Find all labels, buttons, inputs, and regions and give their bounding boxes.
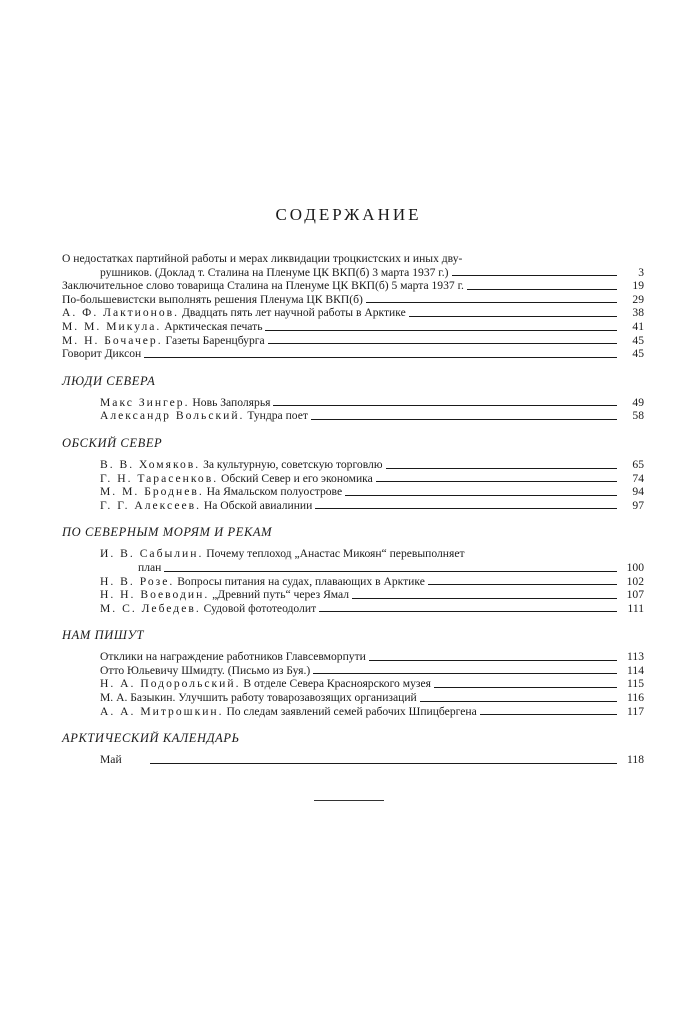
page-number: 114 <box>627 663 644 677</box>
dot-leader <box>311 419 617 420</box>
dot-leader <box>164 571 617 572</box>
end-divider <box>314 800 384 801</box>
page-number: 29 <box>632 292 644 306</box>
entry-title: Говорит Диксон <box>62 347 142 361</box>
page-number: 100 <box>626 560 644 574</box>
section-heading: ПО СЕВЕРНЫМ МОРЯМ И РЕКАМ <box>62 525 273 540</box>
toc-entry <box>62 320 644 334</box>
entry-author: М. А. Базыкин. <box>100 691 176 705</box>
section-heading: НАМ ПИШУТ <box>62 628 145 643</box>
dot-leader <box>144 357 617 358</box>
entry-author: А. Ф. Лактионов. <box>62 306 180 320</box>
dot-leader <box>345 495 617 496</box>
entry-author: Макс Зингер. <box>100 395 190 409</box>
page-number: 19 <box>632 279 644 293</box>
toc-entry <box>62 705 644 719</box>
dot-leader <box>428 584 617 585</box>
page-number: 38 <box>632 306 644 320</box>
entry-author: М. Н. Бочачер. <box>62 333 163 347</box>
dot-leader <box>315 508 617 509</box>
entry-author: М. М. Броднев. <box>100 485 204 499</box>
toc-entry <box>62 458 644 472</box>
toc-entry <box>62 472 644 486</box>
page-number: 94 <box>632 485 644 499</box>
entry-author: В. В. Хомяков. <box>100 457 201 471</box>
entry-title: В отделе Севера Красноярского музея <box>243 677 431 691</box>
page-number: 65 <box>632 457 644 471</box>
entry-title: По следам заявлений семей рабочих Шпицбергена <box>226 704 477 718</box>
page-number: 49 <box>632 395 644 409</box>
entry-author: М. М. Микула. <box>62 319 162 333</box>
dot-leader <box>366 302 617 303</box>
toc-entry <box>62 279 644 293</box>
section-heading: ОБСКИЙ СЕВЕР <box>62 435 163 450</box>
entry-title-line2: рушников. (Доклад т. Сталина на Пленуме ЦК ВКП(б) 3 марта 1937 г.) <box>100 265 449 279</box>
entry-author: Н. А. Подорольский. <box>100 677 241 691</box>
dot-leader <box>409 316 617 317</box>
page-number: 118 <box>627 753 644 767</box>
entry-author: Н. В. Розе. <box>100 574 175 588</box>
entry-title: Май <box>100 753 122 767</box>
page-number: 117 <box>627 704 644 718</box>
dot-leader <box>434 687 617 688</box>
entry-title: Судовой фототеодолит <box>203 601 317 615</box>
entry-title: На Ямальском полуострове <box>206 485 343 499</box>
page-number: 116 <box>627 691 644 705</box>
toc-entry <box>62 485 644 499</box>
dot-leader <box>386 468 618 469</box>
entry-author: Г. Н. Тарасенков. <box>100 471 219 485</box>
entry-title: Новь Заполярья <box>192 395 271 409</box>
page-number: 115 <box>627 677 644 691</box>
toc-entry <box>62 306 644 320</box>
section-heading: ЛЮДИ СЕВЕРА <box>62 373 156 388</box>
page-number: 58 <box>632 409 644 423</box>
entry-title: Двадцать пять лет научной работы в Арктике <box>181 306 406 320</box>
entry-title-line2: план <box>138 560 162 574</box>
table-of-contents <box>62 252 644 767</box>
dot-leader <box>265 330 617 331</box>
entry-title: Отклики на награждение работников Главсевморпути <box>100 650 366 664</box>
toc-entry <box>62 650 644 664</box>
page-title: СОДЕРЖАНИЕ <box>275 205 422 224</box>
page-number: 74 <box>632 471 644 485</box>
toc-entry <box>62 602 644 616</box>
page-number: 3 <box>638 265 644 279</box>
toc-entry <box>62 409 644 423</box>
entry-title: Отто Юльевичу Шмидту. (Письмо из Буя.) <box>100 663 311 677</box>
toc-entry <box>62 547 644 574</box>
toc-entry <box>62 252 644 279</box>
page-number: 107 <box>626 588 644 602</box>
entry-title: За культурную, советскую торговлю <box>203 457 383 471</box>
entry-title: Заключительное слово товарища Сталина на Пленуме ЦК ВКП(б) 5 марта 1937 г. <box>62 279 464 293</box>
entry-author: А. А. Митрошкин. <box>100 704 224 718</box>
entry-title: Вопросы питания на судах, плавающих в Арктике <box>177 574 425 588</box>
toc-entry <box>62 588 644 602</box>
toc-entry <box>62 575 644 589</box>
entry-title: Улучшить работу товарозавозящих организаций <box>178 691 417 705</box>
toc-entry <box>62 334 644 348</box>
toc-entry <box>62 677 644 691</box>
toc-entry <box>62 499 644 513</box>
page-number: 111 <box>627 601 644 615</box>
toc-entry <box>62 691 644 705</box>
entry-title: По-большевистски выполнять решения Пленума ЦК ВКП(б) <box>62 292 363 306</box>
entry-title: Тундра поет <box>247 409 308 423</box>
page-number: 41 <box>632 319 644 333</box>
entry-title: На Обской авиалинии <box>203 498 313 512</box>
toc-entry <box>62 396 644 410</box>
toc-entry <box>62 347 644 361</box>
entry-title: Обский Север и его экономика <box>221 471 373 485</box>
dot-leader <box>150 763 617 764</box>
entry-author: Александр Вольский. <box>100 409 245 423</box>
entry-author: Н. Н. Воеводин. <box>100 588 210 602</box>
page-number: 45 <box>632 347 644 361</box>
entry-title-line1: Почему теплоход „Анастас Микоян“ перевыполняет <box>206 547 465 561</box>
entry-author: И. В. Сабылин. <box>100 547 204 561</box>
dot-leader <box>369 660 617 661</box>
dot-leader <box>319 611 617 612</box>
toc-entry <box>62 293 644 307</box>
page-number: 113 <box>627 650 644 664</box>
dot-leader <box>313 673 617 674</box>
section-heading: АРКТИЧЕСКИЙ КАЛЕНДАРЬ <box>62 731 240 746</box>
dot-leader <box>376 481 617 482</box>
entry-title: Арктическая печать <box>164 319 263 333</box>
dot-leader <box>268 343 617 344</box>
entry-title-line1: О недостатках партийной работы и мерах ликвидации троцкистских и иных дву- <box>62 252 463 265</box>
entry-title: Газеты Баренцбурга <box>165 333 265 347</box>
toc-entry <box>62 664 644 678</box>
toc-entry <box>62 753 644 767</box>
page-number: 102 <box>626 574 644 588</box>
entry-author: М. С. Лебедев. <box>100 601 201 615</box>
dot-leader <box>420 701 617 702</box>
page-number: 45 <box>632 333 644 347</box>
page-number: 97 <box>632 498 644 512</box>
entry-title: „Древний путь“ через Ямал <box>212 588 350 602</box>
dot-leader <box>480 714 617 715</box>
dot-leader <box>273 405 617 406</box>
entry-author: Г. Г. Алексеев. <box>100 498 201 512</box>
dot-leader <box>352 598 617 599</box>
dot-leader <box>467 289 617 290</box>
dot-leader <box>452 275 617 276</box>
